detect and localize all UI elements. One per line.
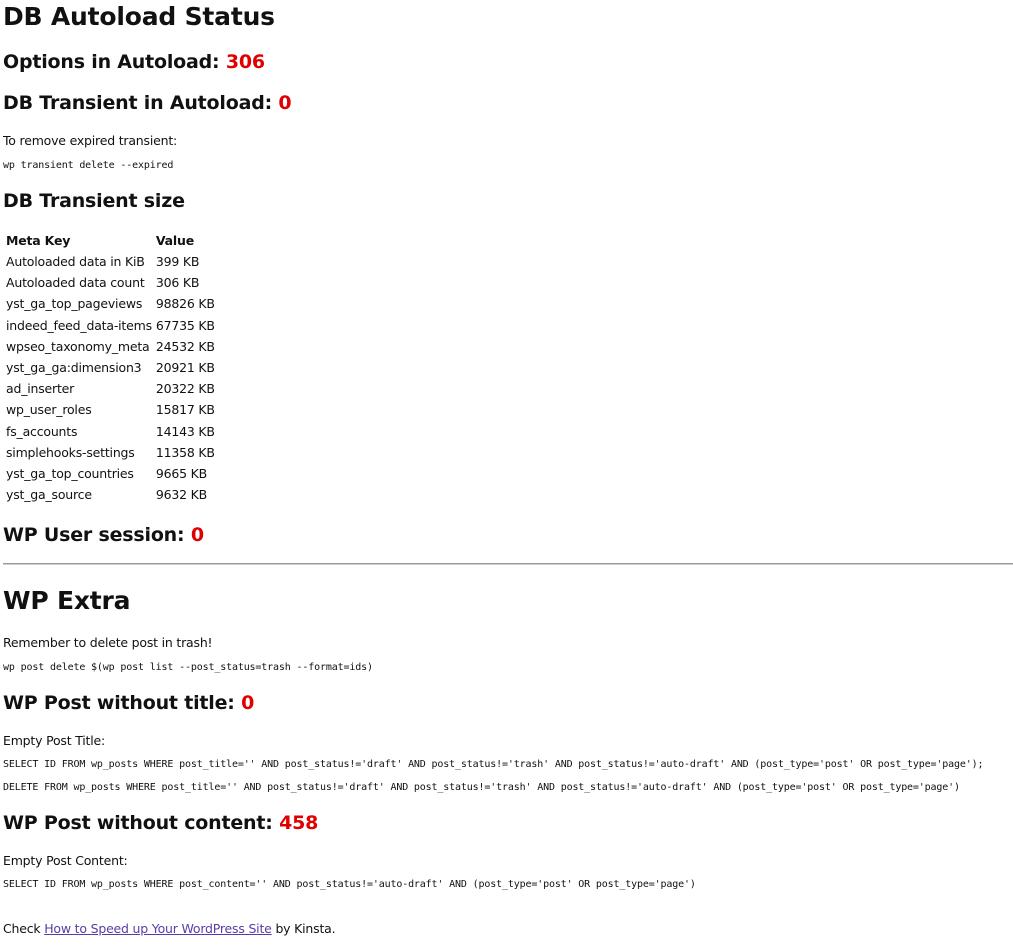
footer-note — [3, 921, 335, 937]
table-row — [5, 378, 216, 399]
table-row — [5, 336, 216, 357]
meta-key-cell: fs_accounts — [6, 423, 78, 439]
section-divider — [3, 563, 1013, 565]
post-without-content-label: WP Post without content: — [3, 812, 273, 834]
empty-content-select-query: SELECT ID FROM wp_posts WHERE post_content='' AND post_status!='auto-draft' AND (post_type='post' OR post_type='page') — [3, 879, 696, 890]
transient-autoload-label: DB Transient in Autoload: — [3, 92, 272, 114]
meta-key-cell: Autoloaded data count — [6, 275, 145, 291]
meta-value-cell: 9632 KB — [155, 487, 208, 503]
meta-key-cell: yst_ga_top_pageviews — [6, 296, 143, 312]
transient-autoload-heading — [3, 90, 291, 116]
table-row — [5, 421, 216, 442]
meta-value-cell: 67735 KB — [155, 317, 215, 333]
transient-size-heading: DB Transient size — [3, 190, 185, 212]
meta-key-cell: wpseo_taxonomy_meta — [6, 338, 150, 354]
post-without-title-heading — [3, 690, 254, 716]
table-row — [5, 484, 216, 505]
trash-delete-command: wp post delete $(wp post list --post_status=trash --format=ids) — [3, 662, 373, 673]
table-row — [5, 357, 216, 378]
table-row — [5, 293, 216, 314]
meta-key-cell: yst_ga_ga:dimension3 — [6, 360, 142, 376]
options-autoload-label: Options in Autoload: — [3, 51, 220, 73]
table-row — [5, 251, 216, 272]
meta-key-cell: yst_ga_source — [6, 487, 92, 503]
column-header-value: Value — [155, 233, 194, 248]
meta-value-cell: 98826 KB — [155, 296, 215, 312]
post-without-title-label: WP Post without title: — [3, 692, 235, 714]
meta-value-cell: 306 KB — [155, 275, 200, 291]
meta-key-cell: yst_ga_top_countries — [6, 465, 134, 481]
options-autoload-heading — [3, 49, 265, 75]
db-autoload-title: DB Autoload Status — [3, 2, 275, 31]
meta-value-cell: 14143 KB — [155, 423, 215, 439]
column-header-meta-key: Meta Key — [6, 233, 71, 248]
empty-content-note: Empty Post Content: — [3, 853, 128, 868]
remove-transient-note: To remove expired transient: — [3, 133, 178, 148]
user-session-label: WP User session: — [3, 524, 185, 546]
post-without-content-count: 458 — [279, 812, 319, 834]
meta-key-cell: indeed_feed_data-items — [6, 317, 152, 333]
meta-value-cell: 20322 KB — [155, 381, 215, 397]
options-autoload-count: 306 — [225, 51, 265, 73]
table-row — [5, 272, 216, 293]
meta-key-cell: ad_inserter — [6, 381, 75, 397]
wp-extra-title: WP Extra — [3, 586, 131, 615]
table-row — [5, 399, 216, 420]
meta-key-cell: wp_user_roles — [6, 402, 92, 418]
speed-up-wordpress-link[interactable]: How to Speed up Your WordPress Site — [44, 921, 272, 936]
post-without-title-count: 0 — [241, 692, 255, 714]
table-header-row — [5, 230, 216, 251]
empty-title-note: Empty Post Title: — [3, 733, 106, 748]
transient-autoload-count: 0 — [278, 92, 292, 114]
remove-transient-command: wp transient delete --expired — [3, 160, 174, 171]
table-row — [5, 315, 216, 336]
table-row — [5, 463, 216, 484]
meta-value-cell: 24532 KB — [155, 338, 215, 354]
meta-value-cell: 11358 KB — [155, 444, 215, 460]
table-row — [5, 442, 216, 463]
meta-value-cell: 9665 KB — [155, 465, 208, 481]
meta-key-cell: Autoloaded data in KiB — [6, 254, 145, 270]
footer-prefix: Check — [3, 921, 41, 936]
meta-key-cell: simplehooks-settings — [6, 444, 135, 460]
meta-value-cell: 15817 KB — [155, 402, 215, 418]
empty-title-select-query: SELECT ID FROM wp_posts WHERE post_title='' AND post_status!='draft' AND post_status!='trash' AND post_status!='auto-draft' AND (post_type='post' OR post_type='page'); — [3, 759, 984, 770]
meta-value-cell: 399 KB — [155, 254, 200, 270]
user-session-count: 0 — [190, 524, 204, 546]
empty-title-delete-query: DELETE FROM wp_posts WHERE post_title='' AND post_status!='draft' AND post_status!='trash' AND post_status!='auto-draft' AND (post_type='post' OR post_type='page') — [3, 782, 960, 793]
footer-suffix: by Kinsta. — [275, 921, 336, 936]
trash-note: Remember to delete post in trash! — [3, 635, 213, 650]
post-without-content-heading — [3, 810, 318, 836]
transient-size-table — [3, 230, 218, 505]
user-session-heading — [3, 522, 204, 548]
meta-value-cell: 20921 KB — [155, 360, 215, 376]
